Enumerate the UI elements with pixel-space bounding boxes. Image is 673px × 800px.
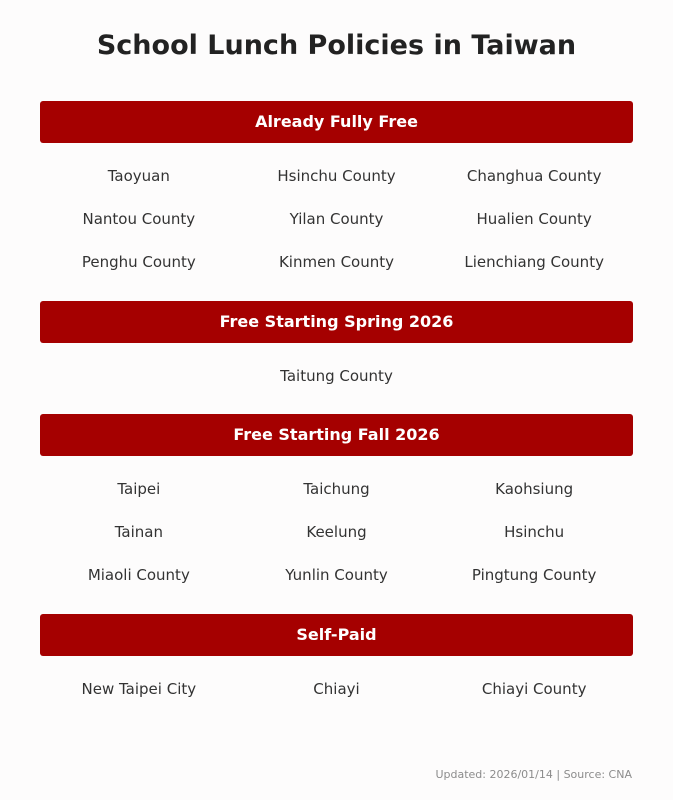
region-item: Taipei — [117, 480, 161, 498]
region-item: Hsinchu County — [277, 167, 396, 185]
region-item: Tainan — [114, 523, 163, 541]
region-item: Yilan County — [289, 210, 384, 228]
region-item: Penghu County — [81, 253, 196, 271]
region-item: Yunlin County — [285, 566, 388, 584]
section-free-starting-spring-2026 — [40, 301, 633, 387]
page-title: School Lunch Policies in Taiwan — [96, 30, 577, 61]
region-item: Nantou County — [82, 210, 196, 228]
region-item: Miaoli County — [87, 566, 190, 584]
section-self-paid — [40, 614, 633, 700]
region-item: Taichung — [303, 480, 370, 498]
region-item: Kinmen County — [278, 253, 395, 271]
region-item: New Taipei City — [81, 680, 197, 698]
region-grid — [40, 343, 633, 387]
section-header: Free Starting Spring 2026 — [40, 301, 633, 343]
region-item: Kaohsiung — [495, 480, 574, 498]
region-item: Keelung — [306, 523, 367, 541]
section-already-fully-free — [40, 101, 633, 273]
region-item: Taoyuan — [107, 167, 170, 185]
region-grid — [40, 456, 633, 586]
section-header: Already Fully Free — [40, 101, 633, 143]
region-grid — [40, 143, 633, 273]
region-item: Pingtung County — [471, 566, 597, 584]
region-item: Chiayi County — [481, 680, 587, 698]
section-header: Self-Paid — [40, 614, 633, 656]
region-item: Hsinchu — [504, 523, 565, 541]
region-item: Changhua County — [466, 167, 602, 185]
footer-note: Updated: 2026/01/14 | Source: CNA — [435, 768, 632, 781]
region-item: Hualien County — [476, 210, 592, 228]
region-grid — [40, 656, 633, 700]
region-item: Taitung County — [280, 367, 393, 385]
section-free-starting-fall-2026 — [40, 414, 633, 586]
region-item: Chiayi — [313, 680, 360, 698]
region-item: Lienchiang County — [464, 253, 604, 271]
section-header: Free Starting Fall 2026 — [40, 414, 633, 456]
